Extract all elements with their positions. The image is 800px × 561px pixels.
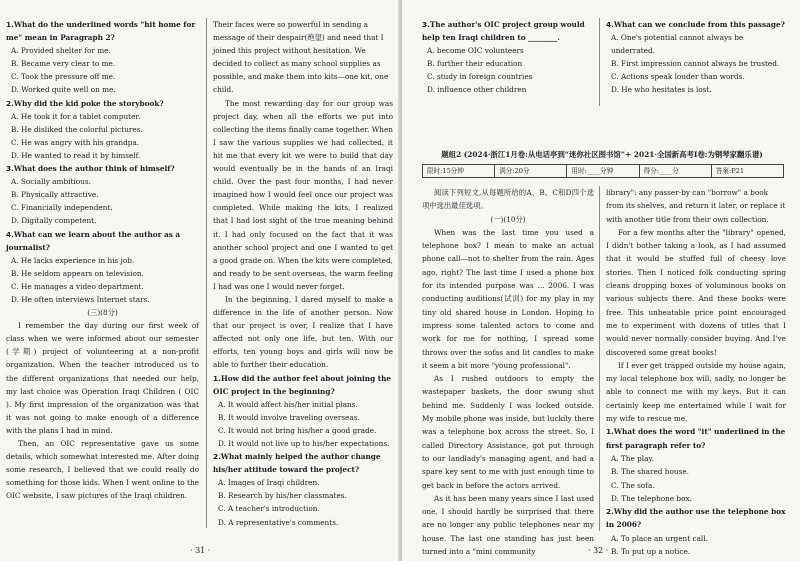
answer-option: B. It would involve traveling overseas. — [218, 412, 360, 422]
question-number: 2. — [6, 98, 14, 108]
answer-option: A. It would affect his/her initial plans. — [218, 399, 358, 409]
answer-option: C. He manages a video department. — [11, 281, 144, 291]
answer-option: D. Worked quite well on me. — [11, 85, 116, 95]
paragraph: Their faces were so powerful in sending a message of their despair(绝望) and need that I joined this project without hesitation. We decided to collect as many school supplies as possible, and make them into kits—one kit, one child. — [213, 20, 389, 95]
paragraph: If I ever get trapped outside my house again, my local telephone box will, sadly, no longer be able to connect me with my keys. But it can certainly keep me entertained while I wait for my wife to rescue me. — [606, 360, 786, 424]
question-text: What can we learn about the author as a journalist? — [6, 229, 181, 252]
paragraph: 阅读下列短文,从每题所给的A、B、C和D四个选项中选出最佳选项。 — [422, 188, 594, 211]
question-text: The author's OIC project group would help ten Iraqi children to ________. — [422, 20, 585, 43]
answer-option: C. Took the pressure off me. — [11, 72, 116, 82]
left-column-2 — [213, 18, 393, 529]
column-divider — [206, 18, 207, 528]
paragraph: I remember the day during our first week of class when we were informed about our semester (学期) project of volunteering at a non-profit organization. When the teacher introduced us to the different organizations that needed our help, my last choice was Operation Iraqi Children ( OIC ). My first impression of the organization was that it was not going to make enough of a difference with the plans I had in mind. — [6, 321, 199, 435]
answer-option: A. Socially ambitious. — [11, 177, 91, 187]
answer-option: D. It would not live up to his/her expectations. — [218, 439, 390, 448]
paragraph: Then, an OIC representative gave us some details, which somewhat interested me. After doing some research, I believed that we could really do something for those kids. When I went online to the OIC website, I saw pictures of the Iraqi children. — [6, 439, 199, 501]
answer-option: A. become OIC volunteers — [427, 46, 524, 56]
answer-option: B. To put up a notice. — [611, 547, 691, 557]
question — [422, 18, 594, 44]
section-heading: 题组2 (2024·浙江1月卷:从电话亭到“迷你社区图书馆”+ 2021·全国新高考Ⅰ卷:为钢琴家翻乐谱) — [441, 150, 763, 159]
question-text: Why did the author use the telephone box in 2006? — [606, 507, 786, 530]
question-number: 1. — [6, 20, 14, 29]
answer-option: D. He who hesitates is lost. — [611, 85, 712, 95]
answer-option: B. He seldom appears on television. — [11, 268, 144, 278]
question-text: What do the underlined words "hit home for me" mean in Paragraph 2? — [6, 20, 196, 43]
answer-option: C. study in foreign countries — [427, 72, 533, 82]
paragraph: library": any passer-by can "borrow" a book from its shelves, and return it later, or replace it with another title from their own collection. — [606, 188, 786, 224]
question-text: What mainly helped the author change his/her attitude toward the project? — [213, 452, 381, 475]
question-number: 1. — [606, 427, 614, 437]
answer-option: C. The sofa. — [611, 480, 655, 490]
paragraph: As it has been many years since I last used one, I should hardly be surprised that there are no longer any public telephones near my house. The last one standing has just been turned into a "mini community — [422, 493, 594, 557]
question-text: What does the author think of himself? — [13, 164, 175, 174]
info-field: 满分:20分 — [495, 165, 567, 177]
question-text: Why did the kid poke the storybook? — [13, 98, 164, 108]
answer-option: B. Became very clear to me. — [11, 59, 116, 69]
answer-option: D. influence other children — [427, 85, 527, 95]
paragraph: As I rushed outdoors to empty the wastepaper baskets, the door swung shut behind me. Suddenly I was locked outside. My mobile phone was inside, but luckily there was a telephone box across the street. So, I called Directory Assistance, got put through to our landlady's managing agent, and had a spare key sent to me with just enough time to get back in before the actors arrived. — [422, 374, 594, 490]
answer-option: C. Actions speak louder than words. — [611, 72, 745, 82]
info-field: 得分:____分 — [640, 165, 712, 177]
question — [213, 372, 393, 398]
passage-heading: (三)(8分) — [87, 308, 118, 318]
right-top-column-2 — [606, 18, 786, 97]
question-number: 4. — [606, 20, 614, 29]
answer-option: D. He wanted to read it by himself. — [11, 150, 141, 160]
question — [6, 97, 199, 110]
paragraph: In the beginning, I dared myself to make a difference in the life of another person. Now that our project is over, I realize that I have affected not only one life, but ten. With our efforts, ten young boys and girls will now be able to further their education. — [213, 294, 393, 370]
question — [606, 425, 786, 452]
question — [6, 162, 199, 175]
question — [213, 450, 393, 476]
info-field: 答案:P21 — [715, 167, 745, 175]
answer-option: B. First impression cannot always be trusted. — [611, 59, 780, 69]
answer-option: D. Digitally competent. — [11, 216, 97, 226]
answer-option: D. The telephone box. — [611, 493, 692, 503]
column-divider — [599, 18, 600, 106]
answer-option: C. It would not bring his/her a good grade. — [218, 425, 377, 435]
answer-option: B. He disliked the colorful pictures. — [11, 124, 143, 134]
info-bar — [422, 164, 784, 178]
answer-option: B. Research by his/her classmates. — [218, 491, 347, 501]
passage-heading: (一)(10分) — [490, 214, 526, 224]
question-text: What can we conclude from this passage? — [613, 20, 785, 29]
answer-option: C. Financially independent. — [11, 203, 113, 213]
answer-option: A. He took it for a tablet computer. — [11, 111, 141, 121]
answer-option: B. The shared house. — [611, 467, 689, 477]
paragraph: When was the last time you used a telephone box? I mean to make an actual phone call—not to shelter from the rain. Ages ago, right? The last time I used a phone box for its intended purpose was ... 2006. I was conducting auditions(试训) for my play in my tiny old shared house in London. Hoping to impress some talented actors to come and work for me for nothing, I spread some throws over the sofas and lit candles to make it seem a bit more "young professional". — [422, 227, 594, 370]
column-divider — [599, 186, 600, 531]
question — [606, 505, 786, 532]
question — [6, 18, 199, 44]
right-column-2 — [606, 186, 786, 558]
question — [6, 228, 199, 254]
question-number: 2. — [606, 507, 614, 517]
right-page — [402, 0, 800, 561]
question — [606, 18, 786, 31]
page-number: · 31 · — [190, 546, 211, 555]
question-number: 2. — [213, 452, 221, 462]
answer-option: C. A teacher's introduction. — [218, 504, 320, 514]
question-text: How did the author feel about joining the OIC project in the beginning? — [213, 373, 392, 396]
question-number: 3. — [6, 164, 14, 174]
paragraph: For a few months after the "library" opened, I didn't bother taking a look, as I had assumed that it would be stuffed full of cheesy love stories. Then I noticed folk conducting spring cleans dropping boxes of voluminous books on various subjects there. And these books were free. This unbeatable price point encouraged me to experiment with dozens of titles that I would never normally consider buying. And I've discovered some great books! — [606, 227, 786, 357]
answer-option: B. Physically attractive. — [11, 190, 99, 200]
answer-option: A. To place an urgent call. — [611, 533, 708, 543]
right-top-column-1 — [422, 18, 594, 97]
answer-option: D. A representative's comments. — [218, 517, 339, 527]
paragraph: The most rewarding day for our group was project day, when all the efforts we put into collecting the items finally came together. When I saw the various supplies we had collected, it hit me that every kit we were to build that day would eventually be in the hands of an Iraqi child. Over the past four months, I had never imagined how I would feel once our project was completed. While making the kits, I realized that I had lost sight of the true meaning behind it. I had only focused on the fact that it was another school project and one I wanted to get a good grade on. When the kits were completed, and ready to be sent overseas, the warm feeling I had was one I would never forget. — [213, 98, 393, 291]
answer-option: C. He was angry with his grandpa. — [11, 137, 140, 147]
answer-option: A. The play. — [611, 453, 654, 463]
info-field: 限时:15分钟 — [423, 165, 495, 177]
question-text: What does the word "it" underlined in the first paragraph refer to? — [606, 427, 786, 450]
question-number: 4. — [6, 229, 14, 239]
left-column-1 — [6, 18, 199, 502]
page-number: · 32 · — [588, 546, 609, 555]
question-number: 3. — [422, 20, 430, 29]
right-column-1 — [422, 186, 594, 558]
answer-option: A. Images of Iraqi children. — [218, 478, 320, 488]
answer-option: A. He lacks experience in his job. — [11, 255, 135, 265]
answer-option: A. One's potential cannot always be underrated. — [611, 33, 744, 56]
question-number: 1. — [213, 373, 221, 383]
answer-option: D. He often interviews Internet stars. — [11, 294, 150, 304]
answer-option: B. further their education — [427, 59, 523, 69]
info-field: 用时:____分钟 — [567, 165, 639, 177]
answer-option: A. Provided shelter for me. — [11, 46, 111, 56]
